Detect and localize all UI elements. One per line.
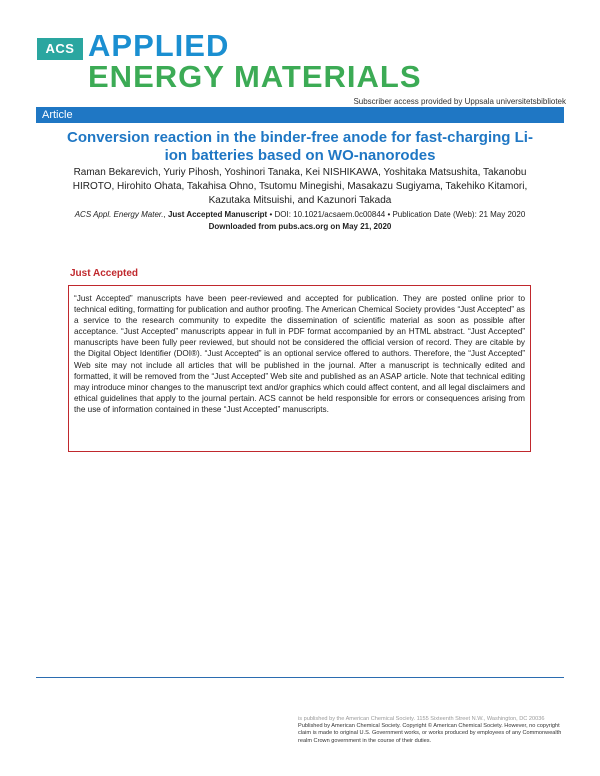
subscriber-access-note: Subscriber access provided by Uppsala universitetsbibliotek [353, 97, 566, 106]
copyright-statement: Published by American Chemical Society. Copyright © American Chemical Society. However, no copyright claim is made to original U.S. Government works, or works produced by employees of any Commonwealth realm Crown government in the course of their duties. [298, 723, 562, 744]
logo-energy-materials-text: ENERGY MATERIALS [88, 59, 422, 94]
doi-and-date[interactable]: • DOI: 10.1021/acsaem.0c00844 • Publication Date (Web): 21 May 2020 [269, 210, 526, 219]
citation-line: ACS Appl. Energy Mater., Just Accepted Manuscript • DOI: 10.1021/acsaem.0c00844 • Publication Date (Web): 21 May 2020 [74, 210, 526, 219]
author-list: Raman Bekarevich, Yuriy Pihosh, Yoshinori Tanaka, Kei NISHIKAWA, Yoshitaka Matsushita, Takanobu HIROTO, Hirohito Ohata, Takahisa Ohno, Tsutomu Minegishi, Masakazu Sugiyama, Takehiko Kitamori, Kazutaka Mitsuishi, and Kazunori Takada [72, 167, 528, 206]
publisher-address: is published by the American Chemical Society. 1155 Sixteenth Street N.W., Washington, DC 20036 [298, 716, 545, 722]
article-title[interactable]: Conversion reaction in the binder-free anode for fast-charging Li-ion batteries based on WO-nanorodes [67, 129, 533, 164]
manuscript-status: Just Accepted Manuscript [167, 210, 268, 219]
journal-name: ACS Appl. Energy Mater. [74, 210, 164, 219]
just-accepted-notice-box [68, 285, 531, 452]
logo-applied-text: APPLIED [88, 28, 230, 63]
journal-logo [37, 28, 422, 94]
acs-logo-box: ACS [37, 38, 83, 60]
just-accepted-heading: Just Accepted [70, 268, 138, 279]
section-label: Article [42, 109, 73, 121]
just-accepted-notice-text: “Just Accepted” manuscripts have been peer-reviewed and accepted for publication. They are posted online prior to technical editing, formatting for publication and author proofing. The American Chemical Society provides “Just Accepted” as a service to the research community to expedite the dissemination of scientific material as soon as possible after acceptance. “Just Accepted” manuscripts appear in full in PDF format accompanied by an HTML abstract. “Just Accepted” manuscripts have been fully peer reviewed, but should not be considered the official version of record. They are citable by the Digital Object Identifier (DOI®). “Just Accepted” is an optional service offered to authors. Therefore, the “Just Accepted” Web site may not include all articles that will be published in the journal. After a manuscript is technically edited and formatted, it will be removed from the “Just Accepted” Web site and published as an ASAP article. Note that technical editing may introduce minor changes to the manuscript text and/or graphics which could affect content, and all legal disclaimers and ethical guidelines that apply to the journal pertain. ACS cannot be held responsible for errors or consequences arising from the use of information contained in these “Just Accepted” manuscripts. [74, 294, 525, 414]
download-note: Downloaded from pubs.acs.org on May 21, 2020 [208, 222, 392, 231]
footer-copyright [298, 716, 568, 745]
footer-divider [36, 677, 564, 678]
section-label-bar [36, 107, 564, 123]
